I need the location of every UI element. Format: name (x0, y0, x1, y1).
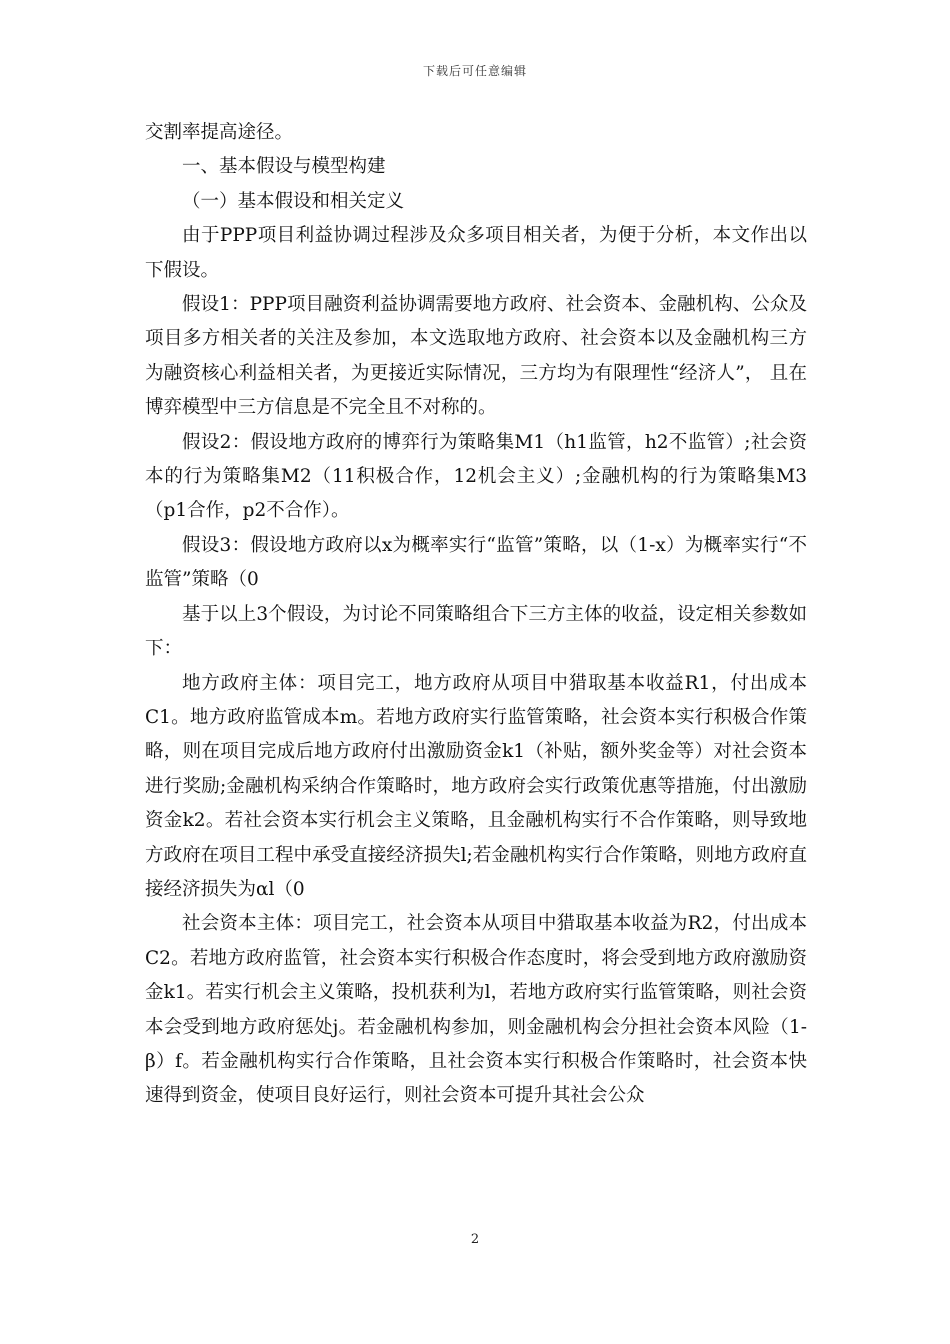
page-header: 下载后可任意编辑 (422, 64, 527, 78)
paragraph-parameters-intro: 基于以上3个假设，为讨论不同策略组合下三方主体的收益，设定相关参数如下： (145, 603, 807, 660)
paragraph-assumption-3: 假设3：假设地方政府以x为概率实行“监管”策略，以（1-x）为概率实行“不监管”策略（0 (145, 534, 807, 591)
subsection-heading: （一）基本假设和相关定义 (182, 190, 405, 212)
page-number: 2 (470, 1232, 480, 1247)
paragraph-assumption-1: 假设1：PPP项目融资利益协调需要地方政府、社会资本、金融机构、公众及项目多方相关者的关注及参加，本文选取地方政府、社会资本以及金融机构三方为融资核心利益相关者，为更接近实际情况，三方均为有限理性“经济人”， 且在博弈模型中三方信息是不完全且不对称的。 (145, 294, 807, 419)
paragraph-assumption-2: 假设2：假设地方政府的博弈行为策略集M1（h1监管，h2不监管）;社会资本的行为策略集M2（11积极合作，12机会主义）;金融机构的行为策略集M3（p1合作，p2不合作）。 (145, 431, 807, 522)
paragraph-continuation: 交割率提高途径。 (145, 122, 294, 143)
document-body (145, 116, 807, 1114)
paragraph-social-capital: 社会资本主体：项目完工，社会资本从项目中猎取基本收益为R2，付出成本C2。若地方政府监管，社会资本实行积极合作态度时，将会受到地方政府激励资金k1。若实行机会主义策略，投机获利为l，若地方政府实行监管策略，则社会资本会受到地方政府惩处j。若金融机构参加，则金融机构会分担社会资本风险（1-β）f。若金融机构实行合作策略，且社会资本实行积极合作策略时，社会资本快速得到资金，使项目良好运行，则社会资本可提升其社会公众 (145, 913, 807, 1107)
section-heading: 一、基本假设与模型构建 (182, 156, 386, 178)
paragraph-intro: 由于PPP项目利益协调过程涉及众多项目相关者，为便于分析，本文作出以下假设。 (145, 225, 807, 281)
paragraph-local-government: 地方政府主体：项目完工，地方政府从项目中猎取基本收益R1，付出成本C1。地方政府监管成本m。若地方政府实行监管策略，社会资本实行积极合作策略，则在项目完成后地方政府付出激励资金k1（补贴，额外奖金等）对社会资本进行奖励;金融机构采纳合作策略时，地方政府会实行政策优惠等措施，付出激励资金k2。若社会资本实行机会主义策略，且金融机构实行不合作策略，则导致地方政府在项目工程中承受直接经济损失l;若金融机构实行合作策略，则地方政府直接经济损失为αl（0 (145, 672, 807, 900)
